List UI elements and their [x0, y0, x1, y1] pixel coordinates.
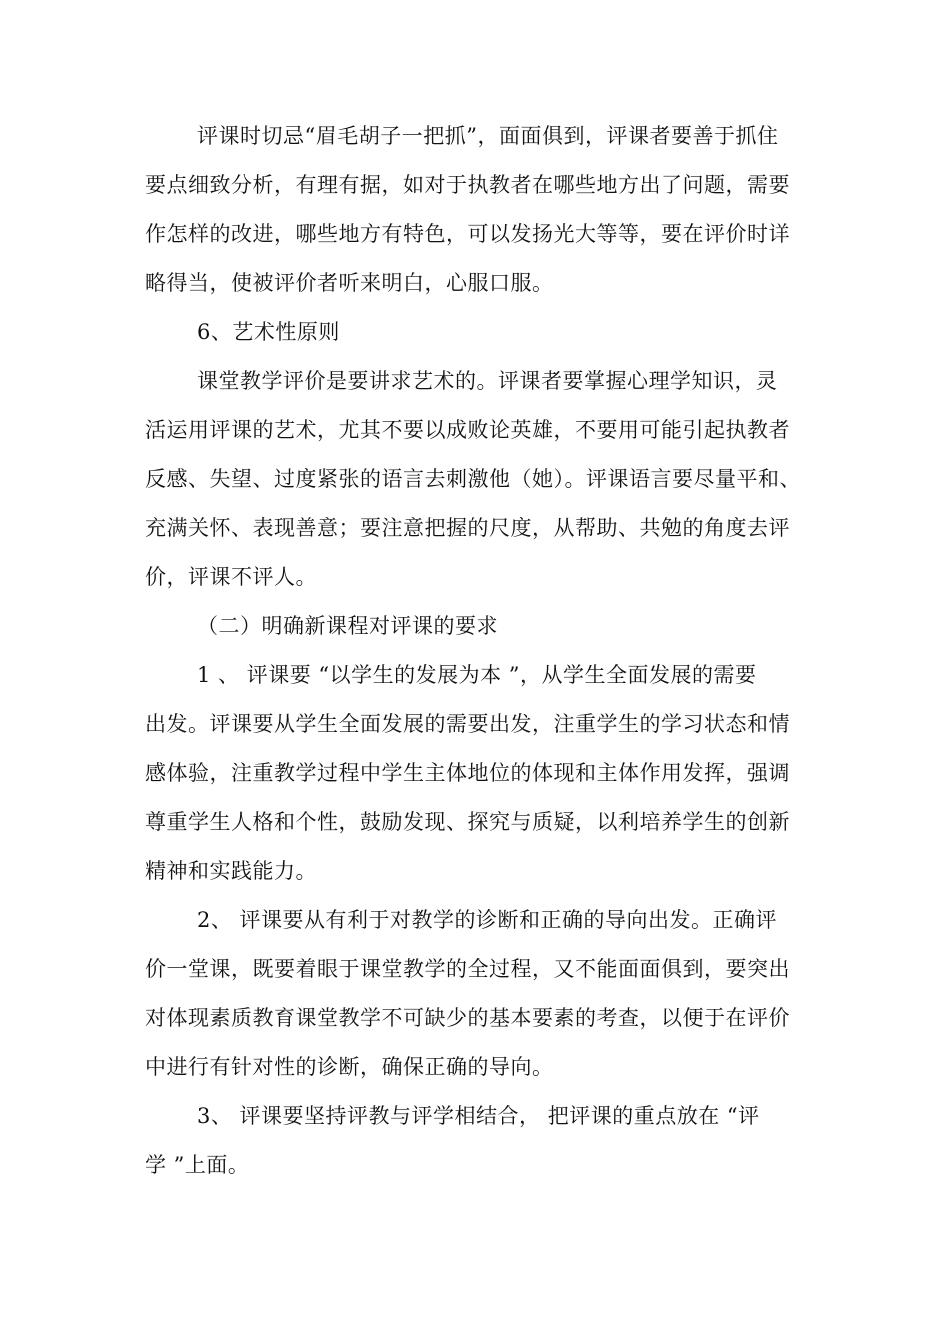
- text-line: 充满关怀、表现善意；要注意把握的尺度，从帮助、共勉的角度去评: [145, 516, 790, 540]
- section-heading: （二）明确新课程对评课的要求: [197, 614, 498, 638]
- text-line: 价一堂课，既要着眼于课堂教学的全过程，又不能面面俱到，要突出: [145, 957, 790, 981]
- text-line: 活运用评课的艺术，尤其不要以成败论英雄，不要用可能引起执教者: [145, 418, 790, 442]
- text-line: 精神和实践能力。: [145, 859, 317, 883]
- text-line: 2、 评课要从有利于对教学的诊断和正确的导向出发。正确评: [197, 908, 778, 932]
- text-line: 价，评课不评人。: [145, 565, 317, 589]
- text-line: 作怎样的改进，哪些地方有特色，可以发扬光大等等，要在评价时详: [145, 222, 790, 246]
- section-heading: 6、艺术性原则: [197, 320, 340, 344]
- text-line: 感体验，注重教学过程中学生主体地位的体现和主体作用发挥，强调: [145, 761, 790, 785]
- text-line: 要点细致分析，有理有据，如对于执教者在哪些地方出了问题，需要: [145, 173, 790, 197]
- text-line: 3、 评课要坚持评教与评学相结合， 把评课的重点放在 “评: [197, 1104, 760, 1128]
- text-line: 课堂教学评价是要讲求艺术的。评课者要掌握心理学知识，灵: [197, 369, 778, 393]
- text-line: 1 、 评课要 “以学生的发展为本 ”，从学生全面发展的需要: [197, 663, 757, 687]
- text-line: 评课时切忌“眉毛胡子一把抓”，面面俱到，评课者要善于抓住: [197, 124, 779, 148]
- text-line: 对体现素质教育课堂教学不可缺少的基本要素的考查，以便于在评价: [145, 1006, 790, 1030]
- text-line: 略得当，使被评价者听来明白，心服口服。: [145, 271, 554, 295]
- document-body: [145, 112, 810, 1190]
- text-line: 出发。评课要从学生全面发展的需要出发，注重学生的学习状态和情: [145, 712, 790, 736]
- text-line: 中进行有针对性的诊断，确保正确的导向。: [145, 1055, 554, 1079]
- text-line: 尊重学生人格和个性，鼓励发现、探究与质疑，以利培养学生的创新: [145, 810, 790, 834]
- text-line: 反感、失望、过度紧张的语言去刺激他（她）。评课语言要尽量平和、: [145, 467, 801, 491]
- text-line: 学 ”上面。: [145, 1153, 250, 1177]
